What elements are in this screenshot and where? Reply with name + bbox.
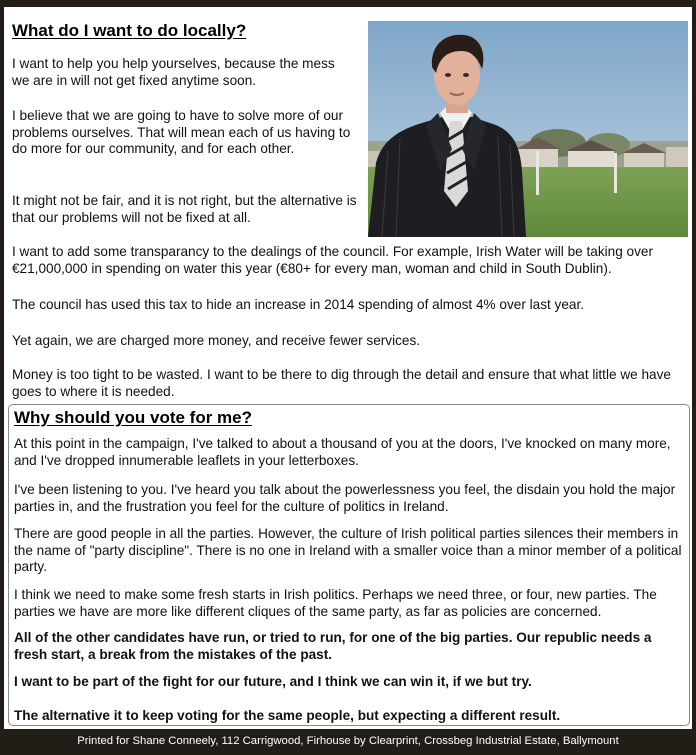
vote-paragraph-3: There are good people in all the parties. However, the culture of Irish political parties silences their members in the name of "party discipline". There is no one in Ireland with a smaller voice than a minor member of a political party.	[14, 526, 682, 575]
local-paragraph-3: It might not be fair, and it is not right, but the alternative is that our problems will not be fixed at all.	[12, 193, 357, 225]
local-paragraph-6: Yet again, we are charged more money, and receive fewer services.	[12, 333, 421, 348]
local-heading: What do I want to do locally?	[12, 21, 247, 40]
vote-paragraph-2: I've been listening to you. I've heard you talk about the powerlessness you feel, the disdain you hold the major parties in, and the frustration you feel for the culture of politics in Ireland.	[14, 482, 676, 514]
local-paragraph-1: I want to help you help yourselves, because the mess we are in will not get fixed anytime soon.	[12, 56, 335, 88]
vote-section	[8, 404, 690, 726]
candidate-photo	[368, 21, 688, 237]
local-paragraph-5: The council has used this tax to hide an increase in 2014 spending of almost 4% over last year.	[12, 297, 585, 312]
vote-paragraph-4: I think we need to make some fresh starts in Irish politics. Perhaps we need three, or four, new parties. The parties we have are more like different cliques of the same party, as far as policies are concerned.	[14, 587, 657, 619]
local-section	[4, 7, 692, 407]
vote-paragraph-1: At this point in the campaign, I've talked to about a thousand of you at the doors, I've knocked on many more, and I've dropped innumerable leaflets in your letterboxes.	[14, 436, 671, 468]
leaflet-sheet	[4, 7, 692, 729]
vote-paragraph-5: All of the other candidates have run, or tried to run, for one of the big parties. Our republic needs a fresh start, a break from the mistakes of the past.	[14, 630, 652, 662]
vote-paragraph-6: I want to be part of the fight for our future, and I think we can win it, if we but try.	[14, 674, 532, 689]
print-footer: Printed for Shane Conneely, 112 Carrigwood, Firhouse by Clearprint, Crossbeg Industrial Estate, Ballymount	[77, 735, 619, 747]
local-paragraph-4: I want to add some transparancy to the dealings of the council. For example, Irish Water will be taking over €21,000,000 in spending on water this year (€80+ for every man, woman and child in South Dublin).	[12, 244, 653, 276]
vote-paragraph-7: The alternative it to keep voting for the same people, but expecting a different result.	[14, 708, 561, 723]
local-paragraph-7: Money is too tight to be wasted. I want to be there to dig through the detail and ensure that what little we have goes to where it is needed.	[12, 367, 671, 399]
vote-heading: Why should you vote for me?	[14, 408, 253, 427]
local-paragraph-2: I believe that we are going to have to solve more of our problems ourselves. That will mean each of us having to do more for our community, and for each other.	[12, 108, 351, 157]
